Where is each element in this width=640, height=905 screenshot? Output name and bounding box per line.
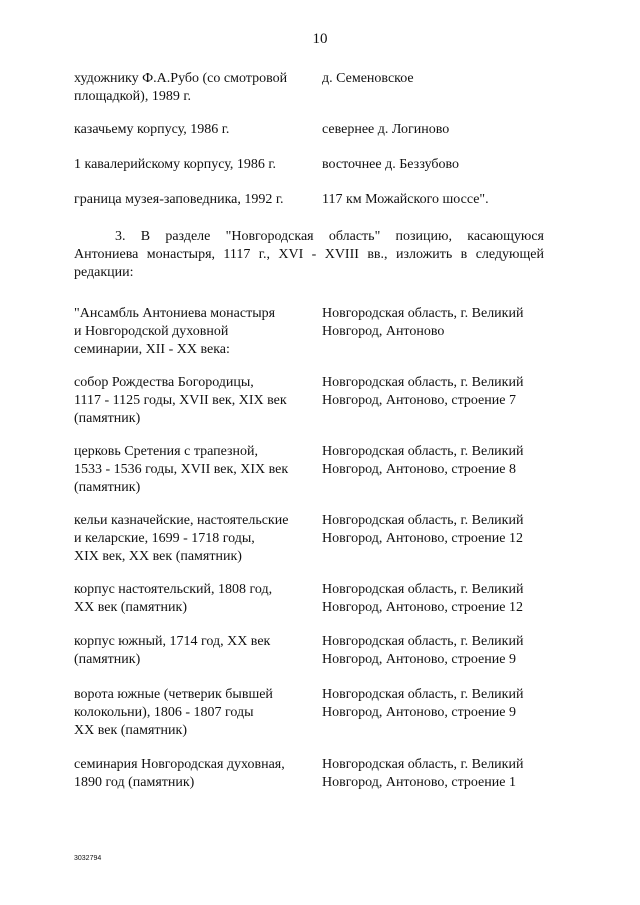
text-line: восточнее д. Беззубово [322,157,460,172]
text-line: Новгородская область, г. Великий [322,375,524,390]
object-location [322,191,562,209]
text-line: Новгород, Антоново, строение 8 [322,462,516,477]
text-line: казачьему корпусу, 1986 г. [74,122,230,137]
text-line: колокольни), 1806 - 1807 годы [74,705,254,720]
text-line: Новгородская область, г. Великий [322,757,524,772]
object-description [74,443,314,497]
object-description [74,121,314,139]
text-line: корпус настоятельский, 1808 год, [74,582,273,597]
text-line: севернее д. Логиново [322,122,450,137]
text-line: 1890 год (памятник) [74,775,195,790]
object-description [74,756,314,792]
text-line: (памятник) [74,480,141,495]
text-line: XX век (памятник) [74,600,187,615]
object-description [74,512,314,566]
text-line: семинарии, XII - XX века: [74,342,230,357]
text-line: Новгород, Антоново, строение 1 [322,775,516,790]
text-line: (памятник) [74,652,141,667]
paragraph-line: редакции: [74,265,134,280]
text-line: церковь Сретения с трапезной, [74,444,259,459]
object-description [74,70,314,106]
paragraph-line: Антониева монастыря, 1117 г., XVI - XVIII вв., изложить в следующей [74,247,544,262]
text-line: Новгородская область, г. Великий [322,306,524,321]
object-location [322,686,562,722]
text-line: граница музея-заповедника, 1992 г. [74,192,284,207]
paragraph-line: 3. В разделе "Новгородская область" позицию, касающуюся [115,229,544,244]
object-location [322,305,562,341]
text-line: Новгородская область, г. Великий [322,687,524,702]
text-line: корпус южный, 1714 год, XX век [74,634,271,649]
text-line: семинария Новгородская духовная, [74,757,285,772]
text-line: собор Рождества Богородицы, [74,375,254,390]
text-line: 1117 - 1125 годы, XVII век, XIX век [74,393,287,408]
text-line: "Ансамбль Антониева монастыря [74,306,276,321]
text-line: Новгородская область, г. Великий [322,444,524,459]
object-description [74,374,314,428]
object-description [74,686,314,740]
text-line: художнику Ф.А.Рубо (со смотровой [74,71,288,86]
text-line: (памятник) [74,411,141,426]
object-description [74,156,314,174]
page-number: 10 [312,31,328,47]
text-line: кельи казначейские, настоятельские [74,513,289,528]
object-description [74,633,314,669]
text-line: Новгород, Антоново, строение 12 [322,600,523,615]
text-line: ворота южные (четверик бывшей [74,687,273,702]
object-description [74,305,314,359]
text-line: Новгород, Антоново [322,324,445,339]
document-code: 3032794 [74,855,102,862]
text-line: Новгород, Антоново, строение 9 [322,652,516,667]
text-line: XX век (памятник) [74,723,187,738]
object-location [322,581,562,617]
object-location [322,121,562,139]
object-location [322,443,562,479]
text-line: 1 кавалерийскому корпусу, 1986 г. [74,157,277,172]
text-line: д. Семеновское [322,71,414,86]
text-line: Новгородская область, г. Великий [322,634,524,649]
object-location [322,512,562,548]
text-line: и Новгородской духовной [74,324,229,339]
amendment-paragraph [74,228,544,282]
object-location [322,70,562,88]
object-location [322,374,562,410]
text-line: 1533 - 1536 годы, XVII век, XIX век [74,462,289,477]
text-line: Новгородская область, г. Великий [322,513,524,528]
text-line: Новгород, Антоново, строение 9 [322,705,516,720]
text-line: Новгород, Антоново, строение 7 [322,393,516,408]
text-line: Новгородская область, г. Великий [322,582,524,597]
text-line: площадкой), 1989 г. [74,89,192,104]
text-line: Новгород, Антоново, строение 12 [322,531,523,546]
object-description [74,581,314,617]
text-line: 117 км Можайского шоссе". [322,192,489,207]
object-location [322,633,562,669]
object-location [322,156,562,174]
text-line: XIX век, XX век (памятник) [74,549,242,564]
text-line: и келарские, 1699 - 1718 годы, [74,531,255,546]
object-location [322,756,562,792]
object-description [74,191,314,209]
